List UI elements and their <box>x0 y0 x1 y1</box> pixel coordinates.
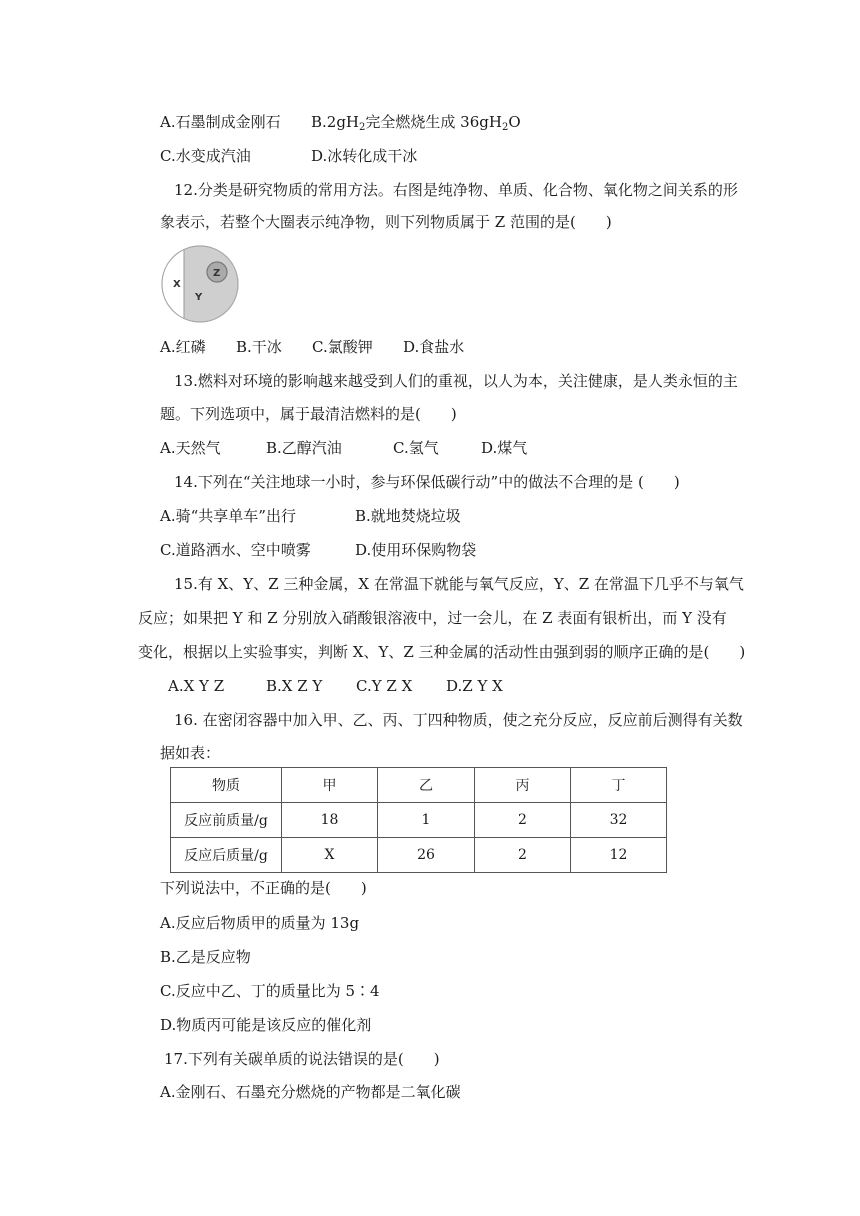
q15-stem-line2: 反应；如果把 Y 和 Z 分别放入硝酸银溶液中，过一会儿，在 Z 表面有银析出，而 Y 没有 <box>138 609 727 627</box>
table-cell: 1 <box>378 803 475 838</box>
q14-option-a: A.骑“共享单车”出行 <box>160 507 296 525</box>
q14-option-d: D.使用环保购物袋 <box>355 541 477 559</box>
q13-option-d: D.煤气 <box>481 439 528 457</box>
q13-option-b: B.乙醇汽油 <box>266 439 342 457</box>
table-cell: 26 <box>378 838 475 873</box>
classification-diagram <box>160 244 240 324</box>
q12-option-b: B.干冰 <box>236 338 282 356</box>
q13-stem-line2: 题。下列选项中，属于最清洁燃料的是( ) <box>160 405 457 423</box>
q13-option-a: A.天然气 <box>160 439 221 457</box>
q17-stem-line1: 17.下列有关碳单质的说法错误的是( ) <box>164 1050 440 1068</box>
q11-option-b-subscript-2: 2 <box>501 122 509 133</box>
label-x: X <box>173 279 181 290</box>
q14-stem-line1: 14.下列在“关注地球一小时，参与环保低碳行动”中的做法不合理的是 ( ) <box>174 473 680 491</box>
q15-stem-line3: 变化，根据以上实验事实，判断 X、Y、Z 三种金属的活动性由强到弱的顺序正确的是( ) <box>138 643 746 661</box>
q15-option-c: C.Y Z X <box>356 677 413 695</box>
label-y: Y <box>195 292 203 303</box>
q11-option-b-part3: O <box>508 113 521 131</box>
table-header-cell: 丁 <box>571 768 667 803</box>
q17-option-a: A.金刚石、石墨充分燃烧的产物都是二氧化碳 <box>160 1083 461 1101</box>
q16-stem-line2: 据如表： <box>160 744 221 762</box>
q15-option-b: B.X Z Y <box>266 677 323 695</box>
q12-option-a: A.红磷 <box>160 338 206 356</box>
table-header-cell: 乙 <box>378 768 475 803</box>
table-header-cell: 物质 <box>171 768 282 803</box>
table-header-cell: 甲 <box>282 768 378 803</box>
table-header-row <box>171 768 667 803</box>
q14-option-c: C.道路洒水、空中喷雾 <box>160 541 311 559</box>
table-cell: 32 <box>571 803 667 838</box>
q11-option-b-part1: B.2gH <box>311 113 360 131</box>
q16-option-c: C.反应中乙、丁的质量比为 5∶4 <box>160 982 380 1000</box>
table-header-cell: 丙 <box>475 768 571 803</box>
q16-stem-line1: 16. 在密闭容器中加入甲、乙、丙、丁四种物质，使之充分反应，反应前后测得有关数 <box>174 711 743 729</box>
table-cell: 18 <box>282 803 378 838</box>
q16-option-a: A.反应后物质甲的质量为 13g <box>160 914 360 932</box>
q12-stem-line2: 象表示，若整个大圈表示纯净物，则下列物质属于 Z 范围的是( ) <box>160 213 612 231</box>
table-cell: X <box>282 838 378 873</box>
mass-data-table <box>170 767 667 873</box>
table-cell: 2 <box>475 838 571 873</box>
q14-option-b: B.就地焚烧垃圾 <box>355 507 461 525</box>
q11-option-d: D.冰转化成干冰 <box>311 147 418 165</box>
q12-stem-line1: 12.分类是研究物质的常用方法。右图是纯净物、单质、化合物、氧化物之间关系的形 <box>174 181 738 199</box>
table-row <box>171 803 667 838</box>
q16-prompt: 下列说法中，不正确的是( ) <box>160 879 367 897</box>
q16-option-d: D.物质丙可能是该反应的催化剂 <box>160 1016 372 1034</box>
q11-option-a: A.石墨制成金刚石 <box>160 113 281 131</box>
q12-option-d: D.食盐水 <box>403 338 465 356</box>
q16-option-b: B.乙是反应物 <box>160 948 251 966</box>
q11-option-b-subscript-1: 2 <box>359 122 366 133</box>
table-cell: 12 <box>571 838 667 873</box>
table-cell: 反应前质量/g <box>171 803 282 838</box>
q11-option-c: C.水变成汽油 <box>160 147 251 165</box>
q13-option-c: C.氢气 <box>393 439 439 457</box>
q13-stem-line1: 13.燃料对环境的影响越来越受到人们的重视，以人为本，关注健康，是人类永恒的主 <box>174 372 738 390</box>
q12-option-c: C.氯酸钾 <box>312 338 373 356</box>
q15-option-d: D.Z Y X <box>446 677 503 695</box>
table-cell: 2 <box>475 803 571 838</box>
classification-diagram-svg <box>160 244 240 324</box>
q15-option-a: A.X Y Z <box>168 677 225 695</box>
table-row <box>171 838 667 873</box>
label-z: Z <box>213 268 221 279</box>
q11-option-b <box>311 112 521 138</box>
q15-stem-line1: 15.有 X、Y、Z 三种金属，X 在常温下就能与氧气反应，Y、Z 在常温下几乎不与氧气 <box>174 575 744 593</box>
q11-option-b-part2: 完全燃烧生成 36gH <box>365 113 502 131</box>
table-cell: 反应后质量/g <box>171 838 282 873</box>
